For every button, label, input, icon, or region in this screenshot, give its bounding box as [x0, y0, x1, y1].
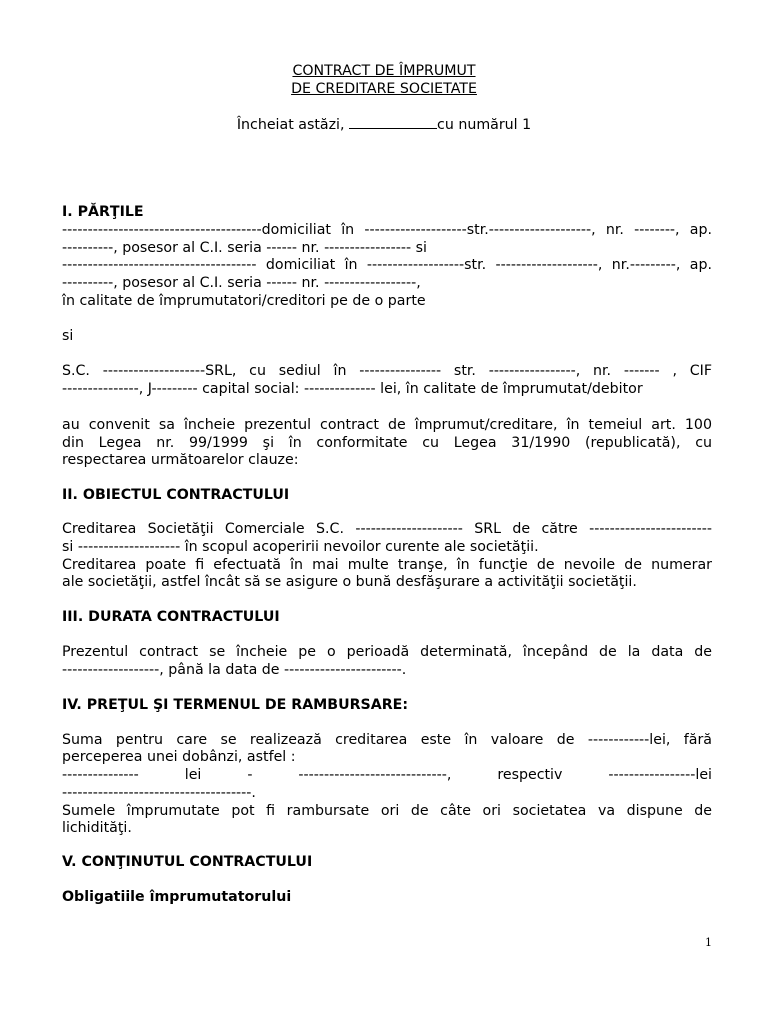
- body-line: lichidităţi.: [62, 820, 132, 836]
- subheading-lender-obligations: Obligatiile împrumutatorului: [62, 889, 292, 905]
- body-line: ---------------------------------------domiciliat în --------------------str.--------------------, nr. --------, ap.: [62, 222, 712, 238]
- section-heading-object: II. OBIECTUL CONTRACTULUI: [62, 487, 290, 503]
- body-line: S.C. --------------------SRL, cu sediul în ---------------- str. -----------------, nr. ------- , CIF: [62, 363, 712, 379]
- body-line: respectarea următoarelor clauze:: [62, 452, 299, 468]
- concluded-line: [0, 115, 768, 134]
- body-line: si: [62, 328, 74, 344]
- body-line: ----------, posesor al C.I. seria ------ nr. ----------------- si: [62, 240, 427, 256]
- body-line: ----------, posesor al C.I. seria ------ nr. ------------------,: [62, 275, 421, 291]
- body-line: în calitate de împrumutatori/creditori pe de o parte: [62, 293, 426, 309]
- date-blank-field: [349, 115, 437, 129]
- body-line: Prezentul contract se încheie pe o perioadă determinată, începând de la data de: [62, 644, 712, 660]
- body-line: -------------------------------------- domiciliat în -------------------str. --------------------, nr.---------, ap.: [62, 257, 712, 273]
- body-line: si -------------------- în scopul acoperirii nevoilor curente ale societăţii.: [62, 539, 539, 555]
- body-line: perceperea unei dobânzi, astfel :: [62, 749, 296, 765]
- section-heading-duration: III. DURATA CONTRACTULUI: [62, 609, 280, 625]
- body-line: -------------------, până la data de -----------------------.: [62, 662, 407, 678]
- body-line: ale societăţii, astfel încât să se asigure o bună desfăşurare a activităţii societăţii.: [62, 574, 637, 590]
- page-number: 1: [705, 936, 712, 949]
- section-heading-price: IV. PREŢUL ŞI TERMENUL DE RAMBURSARE:: [62, 697, 409, 713]
- body-line: Suma pentru care se realizează creditarea este în valoare de ------------lei, fără: [62, 732, 712, 748]
- body-line: ---------------, J--------- capital social: -------------- lei, în calitate de împrumutat/debitor: [62, 381, 643, 397]
- contract-title-line1: CONTRACT DE ÎMPRUMUT: [292, 63, 476, 79]
- body-line: Creditarea Societăţii Comerciale S.C. --------------------- SRL de către ------------------------: [62, 521, 712, 537]
- body-line: au convenit sa încheie prezentul contract de împrumut/creditare, în temeiul art. 100: [62, 417, 712, 433]
- concluded-prefix: Încheiat astăzi,: [236, 117, 345, 133]
- body-line: Sumele împrumutate pot fi rambursate ori de câte ori societatea va dispune de: [62, 803, 712, 819]
- body-line: -------------------------------------.: [62, 785, 256, 801]
- section-heading-parties: I. PĂRŢILE: [62, 204, 144, 220]
- body-line: din Legea nr. 99/1999 şi în conformitate cu Legea 31/1990 (republicată), cu: [62, 435, 712, 451]
- body-line: --------------- lei - -----------------------------, respectiv -----------------lei: [62, 767, 712, 783]
- contract-title-line2: DE CREDITARE SOCIETATE: [291, 81, 477, 97]
- body-line: Creditarea poate fi efectuată în mai multe tranşe, în funcţie de nevoile de numerar: [62, 557, 712, 573]
- concluded-suffix: cu numărul 1: [437, 117, 532, 133]
- section-heading-content: V. CONŢINUTUL CONTRACTULUI: [62, 854, 313, 870]
